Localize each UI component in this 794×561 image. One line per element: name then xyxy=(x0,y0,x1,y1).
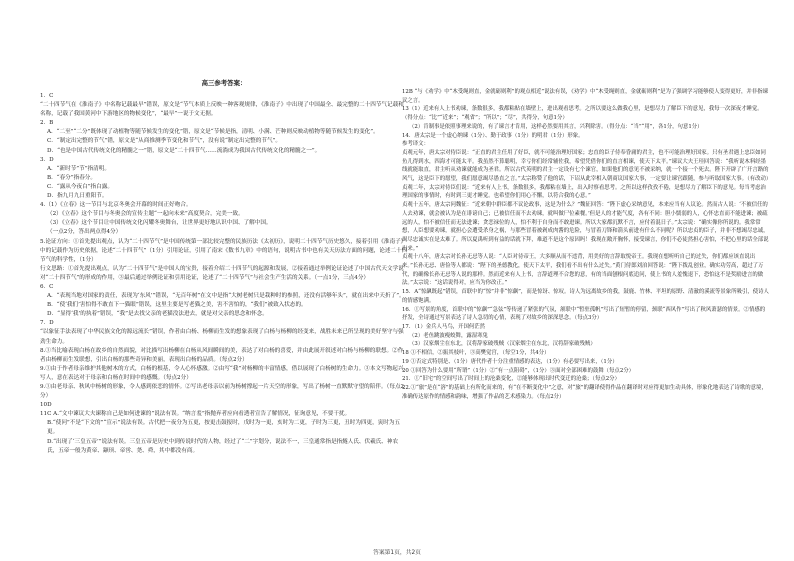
left-column xyxy=(40,92,408,456)
left-column-paragraph: 4.（1）《立春》这一节目与北京冬奥会开幕的时间正好吻合。 xyxy=(40,202,192,209)
right-column-paragraph: 参考译文： xyxy=(402,141,429,148)
right-column-paragraph: 15．A“惊飙既起”错误，首联中的“惊”并非“惊飙”，而是惊讶、惊叹。诗人为远离故乡的我，鼓鹿、竹林、平坦的原野、清澈的溪流等景象所吸引，使诗人的情感饱满。 xyxy=(402,289,769,304)
right-column-paragraph: 18 ①不相信，②振其枝叶，③高樊觉宫，（每空1分，共4分） xyxy=(402,350,550,357)
left-column-paragraph: 6．C xyxy=(40,283,54,290)
page-footer: 答案第1页，共2页 xyxy=(373,550,421,556)
left-column-paragraph: （2）《立春》这个节目与冬奥会的宣传主题“一起向未来”高度契合，完美一致。 xyxy=(47,211,244,218)
left-column-paragraph: A．“二至”“二分”既体现了动植物等随节候发生的变化”错，原文是“节候是指，清明、小满、芒种则反映动植物等随节候发生的变化”。 xyxy=(47,129,379,136)
left-column-paragraph: D．“显得‘我’的执着”错误，“我”是去找父亲的老猫没法进去，就是对父亲的思念和怀念。 xyxy=(47,311,268,318)
right-column-paragraph: 贞观十八年，唐太宗对长孙无忌等人说：“人臣对待帝王，大多顺从而不违背，用美好的言辞取悦帝王。我现在想听听自己的过失，你们都应该直说出来。”长孙无忌、唐俭等人都说：“陛下的圣德教化，使天下太平，我们看不出有什么过失。”黄门侍郎刘洎回答说：“陛下拨乱创业，确实功劳高，超过了万代，的确像长孙无忌等人说的那样。然而近来有人上书，言辞道理不合您的意，有的当面刨根问底追问，使上书的人羞愧退下，恐怕这不是奖励进言的做法。”太宗说：“这话说得对，应当为你改正。” xyxy=(402,254,764,287)
right-column-paragraph: 16．①写景的角度，首联中的“惊飙”“急弦”等传递了紧张的气氛，颔联中“暂驻孤帆”写出了短暂的停留，颈联“西风作”写出了秋风萧瑟的情景。②情感的抒发，全诗通过写景表达了诗人急切的心情，表现了对故乡的深深思念。（每点3分） xyxy=(402,306,766,322)
right-column-paragraph: 22.①“旅”是在“溶”的基础上有所化而来的，有“在不断变化中”之意，对“旅”的翻译使得作品在翻译时对应得更加生动具体，形象化地表达了诗歌的意境，准确传达原作的情感和韵味，增强了作品的艺术感染力。（每点2分） xyxy=(402,384,767,400)
right-column-paragraph: （2）肯制事是依照事理来说的，有了谏言才肯用，这样必然要用其言，兴利除害。（得分点：“当”“用”，各1分，句意1分） xyxy=(409,123,703,130)
right-column-paragraph: （2）老鱼跳波瘦蛟舞，露湿寒兔 xyxy=(409,332,488,339)
left-column-paragraph: “二十四节气在《淮南子》中名称记载最早”错误，原文是“节气本质上反映一种客观规律，《淮南子》中出现了中国最全、最完整的二十四节气记载和名称，记载了我国黄河中下游地区的物候变化”，“最早”一说于文无据。 xyxy=(40,102,404,118)
page-title: 高三参考答案： xyxy=(201,79,247,87)
left-column-paragraph: 10D xyxy=(40,402,52,409)
left-column-paragraph: “以象征手法表现了中华民族文化的源远流长”错误，作者由白杨、杨柳而生发的想象表现了白杨与杨柳的经变来，战胜未来已所呈现的美好坚守与强劲生命力。 xyxy=(40,329,404,345)
left-column-paragraph: D．指九月九日重阳节。 xyxy=(47,193,108,200)
left-column-paragraph: 3．D xyxy=(40,156,54,163)
left-column-paragraph: 9.①由于作者母亲维护其他树木的方式，白杨的根基，令人心怀感激。②由写“我”对杨柳的丰富情感，借以展现了白杨树的生命力。③本文写物起兴写人，意在表达对于母亲和白杨在时间中的感慨。（每点2分） xyxy=(40,365,404,381)
left-column-paragraph: B．“春分”指春分。 xyxy=(47,174,96,181)
right-column-paragraph: （3）汉家烟尘在东北，汉将辞家破残贼（汉家烟尘在东北，汉将辞家破残贼） xyxy=(409,341,596,348)
left-column-paragraph: 1．C xyxy=(40,93,54,99)
right-column-paragraph: 13（1）近来有人上书劝谏，条数很多，我都粘贴在墙壁上，进出观看思考。之所以要这么做我心里，是想尽力了解臣下的意见，我每一次深夜才睡觉。（得分点：“比”“近来”；“观省”；“所以”；“尽”，共得分，句意1分） xyxy=(402,106,763,122)
left-column-paragraph: 8.①当比喻表现白杨在故乡的自然面貌，对比描写出杨柳在白杨从风间瞬间的美，表达了对白杨的喜爱，并由此展开叙述对白杨与杨柳的联想。②作者由杨柳而生发联想，引出白杨的那些奇异和美丽，表现出白杨的品质。（每点2分） xyxy=(40,347,404,363)
left-column-paragraph: 5.论证方向：①首先提出观点，认为“二十四节气”是中国传统第一部比较完整的民族历法《太初历》，说明二十四节气历史悠久，接着引用《淮南子》中的记载作为历史依据，论述“二十四节气”（1分）引用论证，引用了南宋《数书九章》中的语句，说明古书中也有关天历法方面的问题，论述二十四节气的科学性，（1分） xyxy=(40,238,408,263)
left-column-paragraph: （3）《立春》这个节目让中国传统文化闪耀冬奥舞台，让世界更好地认识中国、了解中国。 xyxy=(47,220,272,227)
left-column-paragraph: D.“出现了‘三皇五帝’”说法有误。三皇五帝是历史中到传说时代的人物，经过了“二”字划分，说法不一，三皇通常指是指燧人氏、伏羲氏、神农氏，五帝一般为黄帝、颛顼、帝喾、尧、舜，其中都没有商。 xyxy=(47,438,399,454)
left-column-paragraph: D．“也是中国古代传统文化的精髓之一”错，原文是“二十四节气……流淌成为我国古代传统文化的精髓之一”。 xyxy=(47,147,321,154)
left-column-paragraph: A．“表现当地对国家的责任，表现为‘东风’”错误，“无百年树”在文中是指“大树老树只是栽种时的参照，还没有活够年头”，就在出来中天折了”。 xyxy=(47,293,405,300)
right-column-paragraph: 17．（1）金兵人马鸟，开国何茫然 xyxy=(402,323,486,330)
left-column-paragraph: 2．B xyxy=(40,120,54,127)
right-column xyxy=(402,88,770,401)
left-column-paragraph: 行文思路：①首先提出观点，认为“二十四节气”是中国人的宝贵，接着介绍二十四节气的起源和发展，②接着通过举例论证论述了中国古代天文学说对“二十四节气”的形成的作用，③最后通过举例论证和引用论证，论述了“二十四节气”与社会生产生活的关系。（一点1分，三点4分） xyxy=(40,265,404,281)
left-column-paragraph: （一点2分，答出两点得4分） xyxy=(47,229,122,236)
left-column-paragraph: B.“使问”不是“下文的”“宣示”说法有误。古代把一夜分为五更，按更击鼓报时，戊时为一更，亥时为二更，子时为三更，丑时为四更，寅时为五更。 xyxy=(47,420,401,436)
right-column-paragraph: 20 ①回答为什么要用“所谓”（1分）②“有一点阻碍”，（1分）③面对全部困难的鼓舞（每点2分） xyxy=(402,367,635,374)
left-column-paragraph: 7．D xyxy=(40,320,54,327)
right-column-paragraph: 贞观十五年，唐太宗问魏征：“近来朝中群臣都不议论政事，这是为什么？”魏征回答：“陛下虚心采纳意见，本来应当有人议论。然而古人说：‘不被信任的人去劝谏，就会被认为是在诽谤自己；已被信任而不去劝谏，就叫做尸位素餐。’但是人的才能气度，各有不同：胆小懦弱的人，心怀忠直而不能进谏；被疏远的人，怕不被信任而无法进谏；贪恋禄位的人，怕不利于自身而不敢进谏。所以大家都沉默不言，应付着混日子。”太宗说：“确实像你所说的。我常常想，人臣想要劝谏，就担心会遭受杀身之祸，与那些冒着被剁成肉酱的危险，与冒着刀锋和箭头前进有什么不同呢？所以忠贞的臣子，并非不想竭尽忠诚，竭尽忠诚实在是太难了。所以夏禹听到有益的话就下拜，难道不是这个原因吗！我现在敞开胸怀，接受谏言，你们不必徒然担心害怕，不把心里的话全部说出来。” xyxy=(402,202,769,252)
right-column-paragraph: 21．①“旧宅”的空间写出了时间上的沧桑变化，②能够体现出时代变迁的沧桑；（每点2分） xyxy=(402,376,620,383)
left-column-paragraph: C．“制定出完整的节气”错，原文是“从商推测季节变化和节气”，没有说“制定出完整的节气”。 xyxy=(47,138,282,145)
right-column-paragraph: 贞观元年，唐太宗对侍臣说：“正直的君主任用了好臣，就不可能治理好国家；忠直的臣子侍奉昏庸的君主，也不可能治理好国家。只有圣君遇上忠臣如同鱼儿得到水，四海才可能太平。我虽然不算聪明，幸亏你们经常辅佐我，希望凭借你们的直言相谏，使天下太平。”谏议大夫王珪回答说：“我听说木料经墨线就能取直，君主听从劝谏就能成为圣君。所以古代英明的君主一定设有七个谏官，如果他们的意见不被采纳，就一个接一个死去。陛下开辟了广开言路的风气，这是臣下的愿望，我们愿意竭尽愚直之言。”太宗称赞了他的话，下诏从此宰相入朝商议国家大事，一定要让谏官跟随，参与听取国家大事。（有改动） xyxy=(402,149,772,183)
left-column-paragraph: 9.①由老母亲、秋风中杨树的形象，令人感到依恋的情怀。②写出老母亲以前为杨树撑起一片天空的形象，写出了杨树一直默默守望的陪伴。（每点2分） xyxy=(40,384,405,400)
left-column-paragraph: B．“使‘我们’害怕得不敢直下一猫眼”错误，这里主要是写老猫之美，害不害怕的，“我们”被致入状态的。 xyxy=(47,302,307,309)
right-column-paragraph: 贞观二年，太宗对侍臣们说：“近来有人上书，条数很多，我都粘在墙上，出入时察看思考。之所以这样孜孜不倦，是想尽力了解臣下的意见。每当考虑治理国家的事情时，有时到三更才睡觉。也希望你们用心不懈，以符合我的心意。” xyxy=(402,184,766,200)
left-column-paragraph: A．“新时节”节”指清明。 xyxy=(47,165,110,172)
left-column-paragraph: 11C A.“文中谏议大夫谏称自己是如何进谏的”说法有误。“纳言羞”指抛弃者应向看透者宣告了解情况，征询意见，不要干扰。 xyxy=(40,411,351,418)
left-column-paragraph: C．“露从今夜白”指白露。 xyxy=(47,183,113,190)
right-column-paragraph: 14．唐太宗是一个虚心纳谏（1分）、勤于政事（1分）的明君（1分）形象。 xyxy=(402,132,584,139)
right-column-paragraph: 12B “与《劝学》中“木受绳则直，金就砺则利”的观点相近”说法有误，《劝学》中“木受绳则直，金就砺则利”是为了强调学习能够使人变得更好，并非指谏议之言。 xyxy=(402,89,768,104)
right-column-paragraph: 19 ①否定式特别是、（1分）唐代作者十分注重情感的表达，（1分）有必要写出来，（1分） xyxy=(402,358,618,365)
